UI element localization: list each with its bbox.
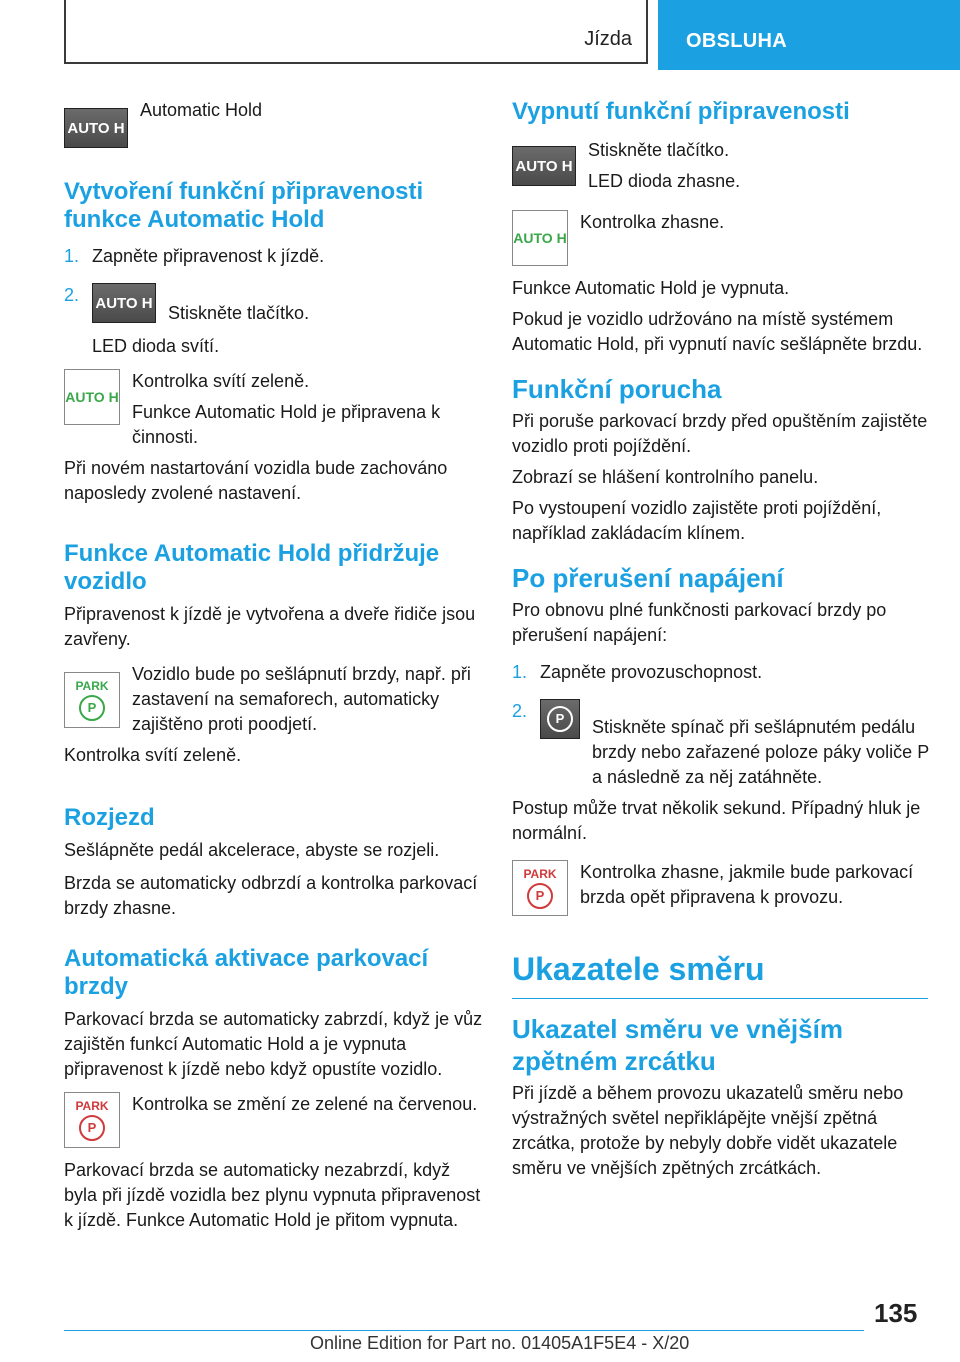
paragraph: Funkce Automatic Hold je vypnuta. [512,278,790,298]
indicator-text: Vozidlo bude po sešlápnutí brzdy, např. při zastavení na semaforech, automaticky zajištěno proti poodjetí. [132,664,471,734]
section-title-auto-activation: Automatická aktivace parkovací brzdy [64,945,429,1000]
section-title-create-readiness: Vytvoření funkční připravenosti funkce Automatic Hold [64,178,424,233]
chapter-heading-turn-signals: Ukazatele směru [512,951,765,987]
step-number: 2. [64,285,80,305]
step-text: Zapněte provozuschopnost. [540,662,763,682]
indicator-text: Kontrolka zhasne, jakmile bude parkovací brzda opět připravena k provozu. [580,862,914,907]
intro-row [64,98,484,148]
park-indicator-icon [512,860,568,916]
indicator-row [512,210,932,266]
paragraph: Po vystoupení vozidlo zajistěte proti pojíždění, například zakládacím klínem. [512,498,882,543]
paragraph: Při novém nastartování vozidla bude zachováno naposledy zvolené nastavení. [64,458,448,503]
paragraph: Při poruše parkovací brzdy před opuštěním zajistěte vozidlo proti pojíždění. [512,411,928,456]
indicator-row [512,860,932,916]
paragraph: Zobrazí se hlášení kontrolního panelu. [512,467,819,487]
park-icon-text: PARK [523,867,557,881]
paragraph: Brzda se automaticky odbrzdí a kontrolka parkovací brzdy zhasne. [64,873,478,918]
paragraph: Sešlápněte pedál akcelerace, abyste se rozjeli. [64,840,440,860]
header-chapter-title: OBSLUHA [686,30,787,52]
auto-hold-button-icon: AUTO H [92,283,156,323]
paragraph: Parkovací brzda se automaticky zabrzdí, když je vůz zajištěn funkcí Automatic Hold a je vypnuta připravenost k jízdě nebo když opustíte vozidlo. [64,1009,483,1079]
paragraph: Připravenost k jízdě je vytvořena a dveře řidiče jsou zavřeny. [64,604,476,649]
paragraph: Pokud je vozidlo udržováno na místě systémem Automatic Hold, při vypnutí navíc sešlápněte brzdu. [512,309,923,354]
section-title-switch-off: Vypnutí funkční připravenosti [512,98,850,125]
intro-label: Automatic Hold [140,100,263,120]
indicator-text: Funkce Automatic Hold je připravena k činnosti. [132,402,441,447]
page-number: 135 [874,1298,918,1328]
step-2 [512,699,932,790]
paragraph: Postup může trvat několik sekund. Případný hluk je normální. [512,798,921,843]
park-indicator-icon [64,1092,120,1148]
paragraph: Kontrolka svítí zeleně. [64,745,242,765]
step-sub-text: LED dioda svítí. [92,336,220,356]
paragraph: Parkovací brzda se automaticky nezabrzdí, když byla při jízdě vozidla bez plynu vypnuta připravenost k jízdě. Funkce Automatic Hold je přitom vypnuta. [64,1160,481,1230]
step-number: 2. [512,701,528,721]
step-number: 1. [64,246,80,266]
paragraph: Pro obnovu plné funkčnosti parkovací brzdy po přerušení napájení: [512,600,887,645]
indicator-text: Kontrolka svítí zeleně. [132,371,310,391]
park-icon-text: PARK [75,679,109,693]
step-text: Zapněte připravenost k jízdě. [92,246,325,266]
step-1 [512,660,932,685]
section-title-power-interruption: Po přerušení napájení [512,563,784,593]
footer-edition: Online Edition for Part no. 01405A1F5E4 - X/20 [310,1333,690,1353]
indicator-row [64,1092,484,1148]
section-title-hold-vehicle: Funkce Automatic Hold přidržuje vozidlo [64,540,440,595]
header-section-box [64,0,648,64]
right-column [512,98,932,1181]
step-text: Stiskněte spínač při sešlápnutém pedálu brzdy nebo zařazené poloze páky voliče P a následně za něj zatáhněte. [592,717,929,787]
auto-hold-indicator-icon: AUTO H [512,210,568,266]
park-indicator-icon [64,672,120,728]
footer-rule [64,1330,864,1331]
auto-hold-button-icon: AUTO H [64,108,128,148]
auto-hold-indicator-icon: AUTO H [64,369,120,425]
park-icon-p: P [79,1115,105,1141]
header-chapter-tab[interactable] [658,0,960,70]
heading-rule [512,998,928,999]
button-text: LED dioda zhasne. [588,171,741,191]
left-column [64,98,484,1233]
step-text: Stiskněte tlačítko. [168,303,310,323]
button-text: Stiskněte tlačítko. [588,140,730,160]
section-title-malfunction: Funkční porucha [512,374,722,404]
paragraph: Při jízdě a během provozu ukazatelů směru nebo výstražných světel nepřiklápějte vnější zpětná zrcátka, protože by nebyly dobře vidět ukazatele směru ve vnějších zpětných zrcátkách. [512,1083,904,1178]
indicator-row [64,369,484,450]
header-section-title: Jízda [584,28,632,50]
indicator-text: Kontrolka se změní ze zelené na červenou. [132,1094,478,1114]
auto-hold-button-icon: AUTO H [512,146,576,186]
park-icon-p: P [547,706,573,732]
park-icon-text: PARK [75,1099,109,1113]
park-icon-p: P [79,695,105,721]
step-number: 1. [512,662,528,682]
parking-brake-switch-icon [540,699,580,739]
indicator-text: Kontrolka zhasne. [580,212,725,232]
section-title-mirror-signal: Ukazatel směru ve vnějším zpětném zrcátku [512,1014,843,1076]
section-title-drive-off: Rozjezd [64,804,155,831]
step-2 [64,283,484,326]
button-row [512,138,932,194]
indicator-row [64,662,484,737]
step-1 [64,244,484,269]
park-icon-p: P [527,883,553,909]
